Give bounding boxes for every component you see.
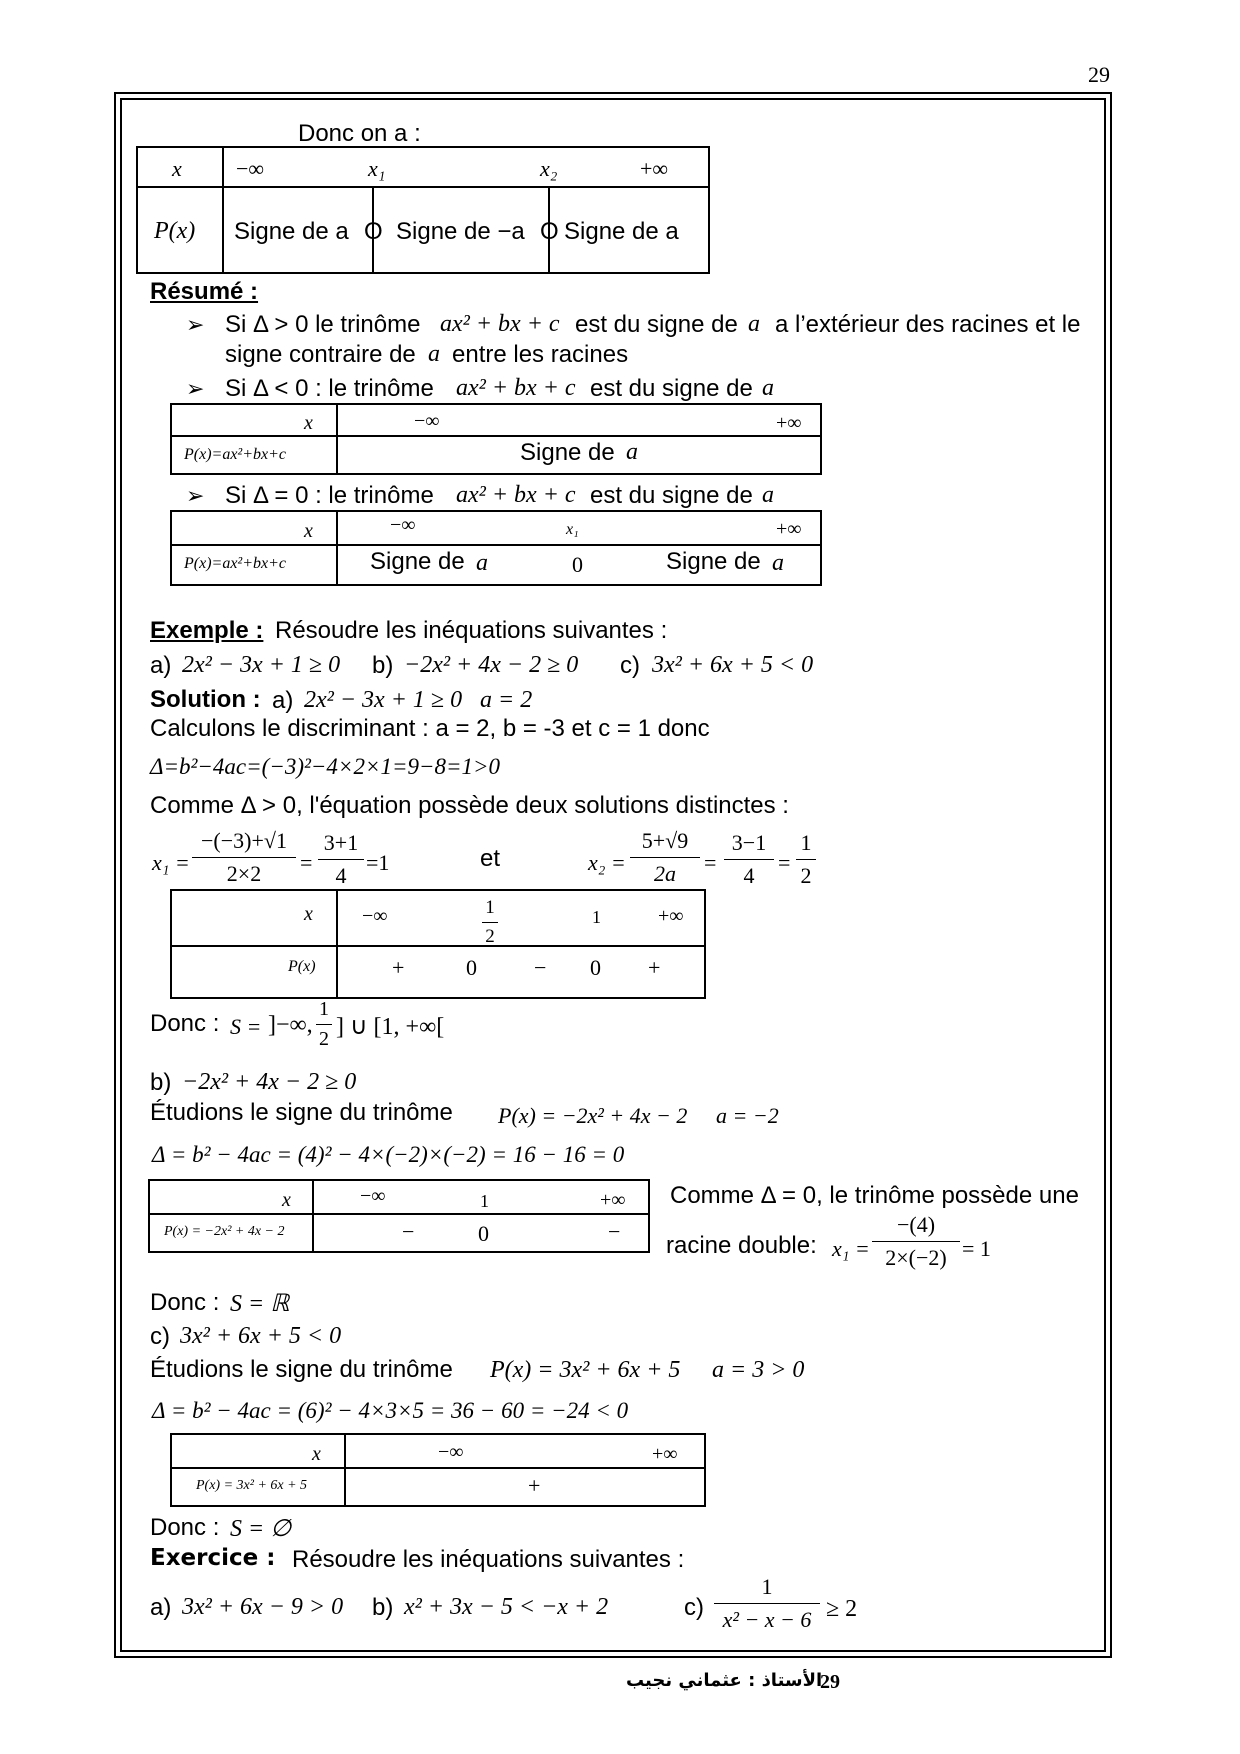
plus-infinity: +∞ xyxy=(776,412,802,434)
solution-a-expr: 2x² − 3x + 1 ≥ 0 xyxy=(304,687,463,713)
resume-b1-line2-end: entre les racines xyxy=(452,341,629,368)
delta-computation-c: Δ = b² − 4ac = (6)² − 4×3×5 = 36 − 60 = −24 < 0 xyxy=(152,1398,629,1423)
exemple-a-label: a) xyxy=(150,652,172,679)
p-label: P(x) = −2x² + 4x − 2 xyxy=(164,1224,285,1239)
etudions-text: Étudions le signe du trinôme xyxy=(150,1099,453,1126)
solution-c-label: c) xyxy=(150,1323,170,1350)
x2-fraction-2: 3−1 4 xyxy=(724,830,774,889)
plus-infinity: +∞ xyxy=(640,156,669,181)
cell-sign-a-right: Signe de a xyxy=(564,218,679,245)
solution-a-label: a) xyxy=(272,687,294,714)
comme-delta-positive: Comme Δ > 0, l'équation possède deux solutions distinctes : xyxy=(150,792,789,819)
sign-right-a: a xyxy=(772,550,784,576)
donc-label: Donc : xyxy=(150,1289,220,1316)
racine-double-label: racine double: xyxy=(666,1232,817,1259)
root-one-half: 1 2 xyxy=(482,897,498,948)
x2-fraction-3: 1 2 xyxy=(796,830,816,889)
interval-left: ]−∞, xyxy=(268,1012,313,1038)
sign-table-solution-c xyxy=(170,1433,706,1507)
arrow-bullet-icon: ➢ xyxy=(186,376,205,401)
x-label: x xyxy=(312,1443,321,1465)
interval-fraction: 1 2 xyxy=(316,998,332,1051)
sign-cell-a: a xyxy=(626,439,638,465)
p-label: P(x)=ax²+bx+c xyxy=(184,555,287,572)
solution-set-s: S = xyxy=(230,1014,262,1039)
sign-table-delta-negative xyxy=(170,403,822,475)
sign-table-solution-b xyxy=(148,1179,650,1253)
x-label: x xyxy=(304,520,313,542)
sign-minus: − xyxy=(608,1219,621,1244)
sign-plus: + xyxy=(528,1473,541,1498)
solution-c-expr: 3x² + 6x + 5 < 0 xyxy=(180,1323,342,1349)
calc-discriminant-text: Calculons le discriminant : a = 2, b = -3 et c = 1 donc xyxy=(150,715,710,742)
zero-marker-2: O xyxy=(540,218,559,245)
resume-b1-line2: signe contraire de xyxy=(225,341,416,368)
exercice-c-rhs: ≥ 2 xyxy=(826,1596,858,1622)
exemple-a-expr: 2x² − 3x + 1 ≥ 0 xyxy=(182,652,341,678)
root-x1: x₁ xyxy=(368,156,386,181)
resume-b3-a: a xyxy=(762,482,774,508)
zero-marker-1: O xyxy=(364,218,383,245)
sign-left-a: a xyxy=(476,550,488,576)
exercice-b-label: b) xyxy=(372,1594,394,1621)
exemple-b-label: b) xyxy=(372,652,394,679)
resume-b2-text2: est du signe de xyxy=(590,375,753,402)
exemple-c-expr: 3x² + 6x + 5 < 0 xyxy=(652,652,814,678)
zero-marker: 0 xyxy=(478,1221,489,1246)
solution-b-a-value: a = −2 xyxy=(716,1103,779,1128)
exercice-a-expr: 3x² + 6x − 9 > 0 xyxy=(182,1594,344,1620)
x-label: x xyxy=(304,903,313,925)
solution-a-a-value: a = 2 xyxy=(480,687,533,713)
x1-fraction-b: −(4) 2×(−2) xyxy=(872,1212,960,1271)
x2-fraction-1: 5+√9 2a xyxy=(630,828,700,887)
x1-result: =1 xyxy=(366,850,390,875)
resume-b3-text2: est du signe de xyxy=(590,482,753,509)
resume-b1-text2: est du signe de xyxy=(575,311,738,338)
resume-title: Résumé : xyxy=(150,278,259,305)
resume-b2-expr: ax² + bx + c xyxy=(456,375,576,401)
comme-delta-zero: Comme Δ = 0, le trinôme possède une xyxy=(670,1182,1079,1209)
resume-b2-a: a xyxy=(762,375,774,401)
x1-lhs-b: x₁ = xyxy=(832,1236,870,1261)
x-label: x xyxy=(304,412,313,434)
solution-b-label: b) xyxy=(150,1069,172,1096)
minus-infinity: −∞ xyxy=(438,1441,464,1463)
sign-cell: Signe de xyxy=(520,439,615,466)
donc-label: Donc : xyxy=(150,1010,220,1037)
resume-b1-a: a xyxy=(748,311,760,337)
equals-sign: = xyxy=(704,850,717,875)
plus-infinity: +∞ xyxy=(776,518,802,540)
plus-infinity: +∞ xyxy=(658,905,684,927)
arrow-bullet-icon: ➢ xyxy=(186,312,205,337)
etudions-text: Étudions le signe du trinôme xyxy=(150,1356,453,1383)
equals-sign: = xyxy=(300,850,313,875)
delta-computation-b: Δ = b² − 4ac = (4)² − 4×(−2)×(−2) = 16 − 16 = 0 xyxy=(152,1142,625,1167)
solution-set-c: S = ∅ xyxy=(230,1516,292,1542)
resume-b1-expr: ax² + bx + c xyxy=(440,311,560,337)
minus-infinity: −∞ xyxy=(236,156,265,181)
x2-lhs: x₂ = xyxy=(588,850,626,875)
resume-b3-text: Si Δ = 0 : le trinôme xyxy=(225,482,434,509)
resume-b1-text3: a l’extérieur des racines et le xyxy=(775,311,1081,338)
resume-b3-expr: ax² + bx + c xyxy=(456,482,576,508)
exercice-intro: Résoudre les inéquations suivantes : xyxy=(292,1546,685,1573)
cell-sign-a-left: Signe de a xyxy=(234,218,349,245)
sign-minus: − xyxy=(534,955,547,980)
sign-plus: + xyxy=(648,955,661,980)
exercice-title: Exercice : xyxy=(150,1545,276,1571)
equals-sign: = xyxy=(778,850,791,875)
x1-result-b: = 1 xyxy=(962,1236,991,1261)
exemple-b-expr: −2x² + 4x − 2 ≥ 0 xyxy=(404,652,579,678)
x1-fraction-2: 3+1 4 xyxy=(318,830,364,889)
zero-marker: 0 xyxy=(466,955,477,980)
x-label: x xyxy=(172,156,182,181)
root-one: 1 xyxy=(592,907,601,927)
page-number: 29 xyxy=(1088,62,1110,87)
minus-infinity: −∞ xyxy=(414,410,440,432)
root-one: 1 xyxy=(480,1191,489,1211)
sign-left: Signe de xyxy=(370,548,465,575)
polynomial-b: P(x) = −2x² + 4x − 2 xyxy=(498,1103,688,1128)
sign-right: Signe de xyxy=(666,548,761,575)
exemple-title: Exemple : xyxy=(150,617,264,644)
zero-marker: 0 xyxy=(590,955,601,980)
exercice-b-expr: x² + 3x − 5 < −x + 2 xyxy=(404,1594,609,1620)
minus-infinity: −∞ xyxy=(360,1185,386,1207)
cell-sign-minus-a: Signe de −a xyxy=(396,218,525,245)
resume-b1-text: Si Δ > 0 le trinôme xyxy=(225,311,421,338)
delta-computation-a: Δ=b²−4ac=(−3)²−4×2×1=9−8=1>0 xyxy=(150,754,501,779)
exercice-a-label: a) xyxy=(150,1594,172,1621)
solution-title: Solution : xyxy=(150,686,261,713)
solution-b-expr: −2x² + 4x − 2 ≥ 0 xyxy=(182,1069,357,1095)
x1-fraction-1: −(−3)+√1 2×2 xyxy=(192,828,296,887)
plus-infinity: +∞ xyxy=(600,1189,626,1211)
footer-author: الأستاذ : عثماني نجيب xyxy=(626,1670,823,1691)
sign-plus: + xyxy=(392,955,405,980)
p-label: P(x)=ax²+bx+c xyxy=(184,446,287,463)
donc-on-a: Donc on a : xyxy=(298,120,421,147)
resume-b2-text: Si Δ < 0 : le trinôme xyxy=(225,375,434,402)
interval-rest: ] ∪ [1, +∞[ xyxy=(336,1014,445,1040)
exercice-c-fraction: 1 x² − x − 6 xyxy=(714,1574,820,1633)
donc-label: Donc : xyxy=(150,1514,220,1541)
sign-table-main xyxy=(136,146,710,274)
exercice-c-label: c) xyxy=(684,1594,704,1621)
exemple-c-label: c) xyxy=(620,652,640,679)
minus-infinity: −∞ xyxy=(390,514,416,536)
arrow-bullet-icon: ➢ xyxy=(186,483,205,508)
sign-table-delta-zero xyxy=(170,510,822,586)
x1-lhs: x₁ = xyxy=(152,850,190,875)
p-label: P(x) xyxy=(288,958,316,975)
p-label: P(x) xyxy=(154,218,196,244)
exemple-intro: Résoudre les inéquations suivantes : xyxy=(275,617,668,644)
sign-table-solution-a xyxy=(170,889,706,999)
root-x1: x₁ xyxy=(566,521,579,538)
root-x2: x₂ xyxy=(540,156,558,181)
zero-marker: 0 xyxy=(572,552,583,577)
polynomial-c: P(x) = 3x² + 6x + 5 xyxy=(490,1357,681,1383)
minus-infinity: −∞ xyxy=(362,905,388,927)
solution-c-a-value: a = 3 > 0 xyxy=(712,1357,805,1383)
p-label: P(x) = 3x² + 6x + 5 xyxy=(196,1478,308,1493)
plus-infinity: +∞ xyxy=(652,1443,678,1465)
sign-minus: − xyxy=(402,1219,415,1244)
et-connector: et xyxy=(480,845,501,872)
footer-page-number: 29 xyxy=(820,1671,840,1693)
solution-set-b: S = ℝ xyxy=(230,1291,290,1317)
x-label: x xyxy=(282,1189,291,1211)
resume-b1-line2-a: a xyxy=(428,341,440,367)
